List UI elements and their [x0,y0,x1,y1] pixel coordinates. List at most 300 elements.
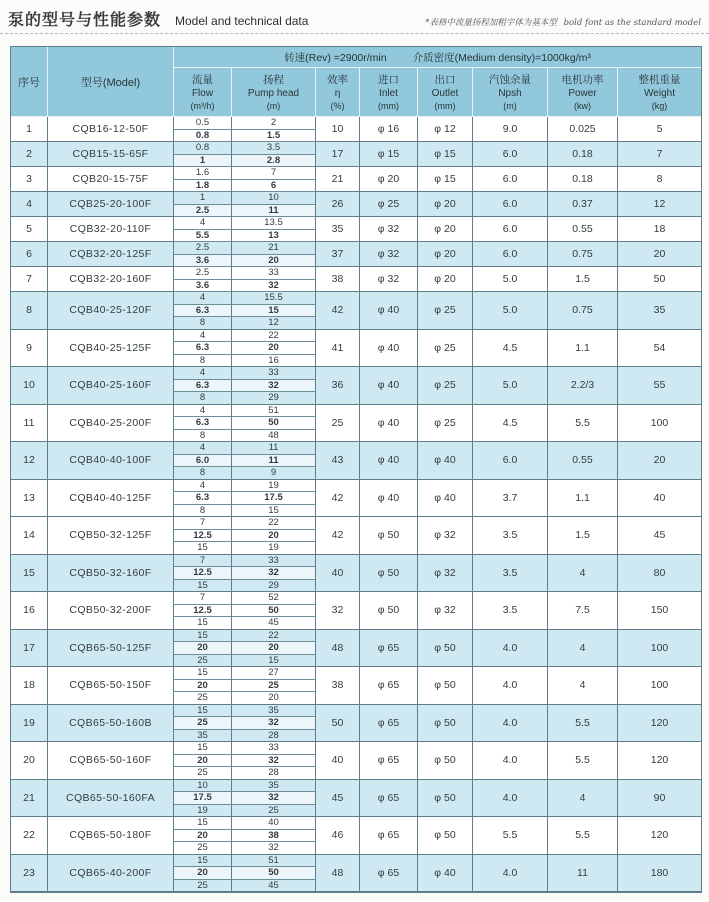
flow-cell: 6.3 [174,380,232,393]
head-cell: 9 [232,467,316,480]
flow-cell: 4 [174,330,232,343]
efficiency-cell: 48 [316,630,360,668]
model-cell: CQB40-40-100F [48,442,174,480]
inlet-cell: φ 16 [360,117,418,142]
col-header-flow: 流量 Flow (m³/h) [174,68,232,117]
flow-cell: 19 [174,805,232,818]
page-header [0,0,709,30]
inlet-cell: φ 20 [360,167,418,192]
npsh-cell: 4.0 [473,855,548,893]
sub-row [11,192,701,205]
sub-row [11,517,701,530]
flow-cell: 3.6 [174,255,232,268]
flow-cell: 1 [174,192,232,205]
model-row-group [11,330,701,368]
sub-row [11,817,701,830]
efficiency-cell: 32 [316,592,360,630]
efficiency-cell: 50 [316,705,360,743]
model-row-group [11,217,701,242]
head-cell: 22 [232,330,316,343]
efficiency-cell: 35 [316,217,360,242]
head-cell: 11 [232,205,316,218]
model-row-group [11,142,701,167]
row-number-cell: 11 [11,405,48,443]
outlet-cell: φ 32 [418,592,473,630]
outlet-cell: φ 32 [418,517,473,555]
head-cell: 15.5 [232,292,316,305]
flow-cell: 6.3 [174,417,232,430]
head-cell: 29 [232,580,316,593]
inlet-cell: φ 50 [360,517,418,555]
model-cell: CQB65-50-160B [48,705,174,743]
model-row-group [11,367,701,405]
row-number-cell: 6 [11,242,48,267]
power-cell: 0.025 [548,117,618,142]
weight-cell: 45 [618,517,701,555]
npsh-cell: 4.0 [473,780,548,818]
row-number-cell: 12 [11,442,48,480]
power-cell: 2.2/3 [548,367,618,405]
inlet-cell: φ 65 [360,817,418,855]
efficiency-cell: 10 [316,117,360,142]
npsh-cell: 9.0 [473,117,548,142]
weight-cell: 150 [618,592,701,630]
weight-cell: 7 [618,142,701,167]
power-cell: 1.5 [548,267,618,292]
head-cell: 17.5 [232,492,316,505]
head-cell: 32 [232,717,316,730]
col-header-head: 扬程 Pump head (m) [232,68,316,117]
pump-spec-table [10,46,702,893]
col-header-outlet: 出口 Outlet (mm) [418,68,473,117]
weight-cell: 8 [618,167,701,192]
inlet-cell: φ 32 [360,217,418,242]
row-number-cell: 7 [11,267,48,292]
model-row-group [11,630,701,668]
npsh-cell: 6.0 [473,217,548,242]
flow-cell: 25 [174,842,232,855]
col-header-npsh: 汽蚀余量 Npsh (m) [473,68,548,117]
npsh-cell: 6.0 [473,167,548,192]
weight-cell: 90 [618,780,701,818]
npsh-cell: 5.0 [473,292,548,330]
model-row-group [11,555,701,593]
power-cell: 0.75 [548,292,618,330]
flow-cell: 4 [174,367,232,380]
efficiency-cell: 25 [316,405,360,443]
standard-model-note [425,16,703,28]
flow-cell: 0.8 [174,130,232,143]
head-cell: 50 [232,867,316,880]
head-cell: 10 [232,192,316,205]
outlet-cell: φ 25 [418,405,473,443]
inlet-cell: φ 25 [360,192,418,217]
npsh-cell: 5.0 [473,367,548,405]
model-row-group [11,592,701,630]
row-number-cell: 5 [11,217,48,242]
row-number-cell: 3 [11,167,48,192]
inlet-cell: φ 40 [360,405,418,443]
weight-cell: 100 [618,405,701,443]
power-cell: 0.55 [548,442,618,480]
flow-cell: 25 [174,767,232,780]
npsh-cell: 4.0 [473,742,548,780]
row-number-cell: 4 [11,192,48,217]
weight-cell: 18 [618,217,701,242]
sub-row [11,667,701,680]
model-cell: CQB65-50-150F [48,667,174,705]
sub-row [11,705,701,718]
flow-cell: 15 [174,855,232,868]
flow-cell: 1.6 [174,167,232,180]
head-cell: 2 [232,117,316,130]
flow-cell: 8 [174,392,232,405]
head-cell: 11 [232,455,316,468]
head-cell: 25 [232,805,316,818]
head-cell: 20 [232,642,316,655]
model-cell: CQB50-32-160F [48,555,174,593]
outlet-cell: φ 50 [418,742,473,780]
head-cell: 15 [232,655,316,668]
model-row-group [11,167,701,192]
model-row-group [11,192,701,217]
power-cell: 7.5 [548,592,618,630]
model-cell: CQB40-25-200F [48,405,174,443]
efficiency-cell: 38 [316,667,360,705]
inlet-cell: φ 40 [360,442,418,480]
flow-cell: 0.8 [174,142,232,155]
outlet-cell: φ 20 [418,267,473,292]
sub-row [11,742,701,755]
outlet-cell: φ 50 [418,705,473,743]
npsh-cell: 4.0 [473,667,548,705]
sub-row [11,405,701,418]
head-cell: 6 [232,180,316,193]
flow-cell: 15 [174,580,232,593]
power-cell: 0.18 [548,167,618,192]
model-row-group [11,267,701,292]
head-cell: 13.5 [232,217,316,230]
npsh-cell: 5.5 [473,817,548,855]
sub-row [11,267,701,280]
head-cell: 19 [232,542,316,555]
efficiency-cell: 46 [316,817,360,855]
outlet-cell: φ 40 [418,442,473,480]
npsh-cell: 4.5 [473,405,548,443]
flow-cell: 15 [174,617,232,630]
head-cell: 11 [232,442,316,455]
head-cell: 33 [232,742,316,755]
flow-cell: 7 [174,517,232,530]
efficiency-cell: 45 [316,780,360,818]
flow-cell: 20 [174,867,232,880]
model-row-group [11,292,701,330]
efficiency-cell: 37 [316,242,360,267]
outlet-cell: φ 25 [418,292,473,330]
page-subtitle: Model and technical data [175,14,309,28]
model-cell: CQB50-32-125F [48,517,174,555]
flow-cell: 25 [174,880,232,893]
model-row-group [11,480,701,518]
outlet-cell: φ 50 [418,817,473,855]
sub-row [11,592,701,605]
flow-cell: 15 [174,667,232,680]
npsh-cell: 6.0 [473,192,548,217]
model-row-group [11,780,701,818]
inlet-cell: φ 65 [360,742,418,780]
sub-row [11,780,701,793]
head-cell: 33 [232,267,316,280]
sub-row [11,442,701,455]
row-number-cell: 23 [11,855,48,893]
efficiency-cell: 42 [316,292,360,330]
flow-cell: 8 [174,505,232,518]
model-cell: CQB20-15-75F [48,167,174,192]
head-cell: 22 [232,517,316,530]
power-cell: 5.5 [548,405,618,443]
inlet-cell: φ 65 [360,780,418,818]
flow-cell: 15 [174,742,232,755]
sub-row [11,330,701,343]
head-cell: 28 [232,730,316,743]
efficiency-cell: 40 [316,555,360,593]
flow-cell: 6.3 [174,305,232,318]
npsh-cell: 4.0 [473,630,548,668]
model-cell: CQB40-25-125F [48,330,174,368]
model-cell: CQB65-50-180F [48,817,174,855]
flow-cell: 6.0 [174,455,232,468]
flow-cell: 17.5 [174,792,232,805]
power-cell: 0.37 [548,192,618,217]
head-cell: 1.5 [232,130,316,143]
flow-cell: 6.3 [174,342,232,355]
model-cell: CQB15-15-65F [48,142,174,167]
power-cell: 0.55 [548,217,618,242]
flow-cell: 8 [174,467,232,480]
flow-cell: 15 [174,542,232,555]
flow-cell: 4 [174,405,232,418]
model-cell: CQB25-20-100F [48,192,174,217]
flow-cell: 6.3 [174,492,232,505]
sub-row [11,292,701,305]
head-cell: 45 [232,880,316,893]
density-label: 介质密度(Medium density)=1000kg/m³ [412,51,591,64]
inlet-cell: φ 40 [360,367,418,405]
head-cell: 32 [232,842,316,855]
flow-cell: 2.5 [174,242,232,255]
weight-cell: 20 [618,242,701,267]
note-chinese: *表格中流量扬程加粗字体为基本型 [425,18,557,28]
head-cell: 33 [232,367,316,380]
flow-cell: 12.5 [174,530,232,543]
head-cell: 25 [232,680,316,693]
efficiency-cell: 41 [316,330,360,368]
power-cell: 4 [548,667,618,705]
efficiency-cell: 21 [316,167,360,192]
inlet-cell: φ 65 [360,855,418,893]
inlet-cell: φ 65 [360,705,418,743]
model-cell: CQB40-25-160F [48,367,174,405]
outlet-cell: φ 25 [418,330,473,368]
head-cell: 35 [232,705,316,718]
power-cell: 1.1 [548,480,618,518]
model-cell: CQB32-20-110F [48,217,174,242]
npsh-cell: 6.0 [473,242,548,267]
head-cell: 20 [232,342,316,355]
head-cell: 32 [232,792,316,805]
sub-row [11,367,701,380]
head-cell: 16 [232,355,316,368]
weight-cell: 120 [618,817,701,855]
note-english: bold font as the standard model [563,18,701,28]
model-cell: CQB50-32-200F [48,592,174,630]
sub-row [11,142,701,155]
row-number-cell: 20 [11,742,48,780]
head-cell: 28 [232,767,316,780]
inlet-cell: φ 65 [360,667,418,705]
outlet-cell: φ 15 [418,142,473,167]
row-number-cell: 21 [11,780,48,818]
model-row-group [11,667,701,705]
head-cell: 32 [232,280,316,293]
weight-cell: 54 [618,330,701,368]
model-cell: CQB32-20-125F [48,242,174,267]
head-cell: 52 [232,592,316,605]
model-row-group [11,817,701,855]
flow-cell: 7 [174,592,232,605]
npsh-cell: 3.5 [473,592,548,630]
head-cell: 35 [232,780,316,793]
model-row-group [11,117,701,142]
page-title: 泵的型号与性能参数 [8,12,162,29]
sub-row [11,555,701,568]
head-cell: 45 [232,617,316,630]
head-cell: 20 [232,530,316,543]
weight-cell: 100 [618,667,701,705]
weight-cell: 50 [618,267,701,292]
flow-cell: 15 [174,630,232,643]
inlet-cell: φ 32 [360,242,418,267]
power-cell: 0.75 [548,242,618,267]
head-cell: 32 [232,755,316,768]
model-row-group [11,855,701,893]
row-number-cell: 8 [11,292,48,330]
flow-cell: 12.5 [174,567,232,580]
flow-cell: 20 [174,755,232,768]
flow-cell: 2.5 [174,267,232,280]
power-cell: 11 [548,855,618,893]
model-cell: CQB16-12-50F [48,117,174,142]
sub-row [11,480,701,493]
col-header-model: 型号(Model) [48,47,174,117]
inlet-cell: φ 50 [360,592,418,630]
efficiency-cell: 42 [316,480,360,518]
npsh-cell: 3.7 [473,480,548,518]
npsh-cell: 3.5 [473,555,548,593]
outlet-cell: φ 25 [418,367,473,405]
flow-cell: 7 [174,555,232,568]
weight-cell: 20 [618,442,701,480]
title-divider [0,33,709,34]
model-cell: CQB40-40-125F [48,480,174,518]
model-cell: CQB32-20-160F [48,267,174,292]
head-cell: 40 [232,817,316,830]
flow-cell: 25 [174,717,232,730]
inlet-cell: φ 15 [360,142,418,167]
inlet-cell: φ 65 [360,630,418,668]
row-number-cell: 10 [11,367,48,405]
sub-row [11,630,701,643]
head-cell: 51 [232,855,316,868]
flow-cell: 8 [174,317,232,330]
model-row-group [11,242,701,267]
power-cell: 5.5 [548,705,618,743]
head-cell: 21 [232,242,316,255]
head-cell: 13 [232,230,316,243]
head-cell: 32 [232,380,316,393]
head-cell: 50 [232,417,316,430]
flow-cell: 35 [174,730,232,743]
model-cell: CQB65-50-125F [48,630,174,668]
sub-row [11,167,701,180]
sub-row [11,242,701,255]
efficiency-cell: 48 [316,855,360,893]
flow-cell: 8 [174,355,232,368]
flow-cell: 8 [174,430,232,443]
head-cell: 20 [232,692,316,705]
col-header-eff: 效率 η (%) [316,68,360,117]
model-cell: CQB65-50-160F [48,742,174,780]
head-cell: 38 [232,830,316,843]
efficiency-cell: 36 [316,367,360,405]
model-row-group [11,517,701,555]
row-number-cell: 9 [11,330,48,368]
flow-cell: 20 [174,642,232,655]
flow-cell: 15 [174,817,232,830]
col-header-weight: 整机重量 Weight (kg) [618,68,701,117]
head-cell: 3.5 [232,142,316,155]
model-row-group [11,742,701,780]
row-number-cell: 13 [11,480,48,518]
inlet-cell: φ 40 [360,480,418,518]
weight-cell: 55 [618,367,701,405]
inlet-cell: φ 50 [360,555,418,593]
power-cell: 1.1 [548,330,618,368]
flow-cell: 5.5 [174,230,232,243]
inlet-cell: φ 32 [360,267,418,292]
outlet-cell: φ 20 [418,217,473,242]
head-cell: 15 [232,505,316,518]
head-cell: 22 [232,630,316,643]
weight-cell: 180 [618,855,701,893]
outlet-cell: φ 20 [418,242,473,267]
sub-row [11,117,701,130]
flow-cell: 4 [174,292,232,305]
col-header-power: 电机功率 Power (kw) [548,68,618,117]
flow-cell: 10 [174,780,232,793]
head-cell: 51 [232,405,316,418]
efficiency-cell: 42 [316,517,360,555]
npsh-cell: 3.5 [473,517,548,555]
sub-row [11,217,701,230]
power-cell: 4 [548,555,618,593]
flow-cell: 15 [174,705,232,718]
power-cell: 5.5 [548,742,618,780]
flow-cell: 20 [174,830,232,843]
flow-cell: 25 [174,655,232,668]
inlet-cell: φ 40 [360,330,418,368]
flow-cell: 20 [174,680,232,693]
